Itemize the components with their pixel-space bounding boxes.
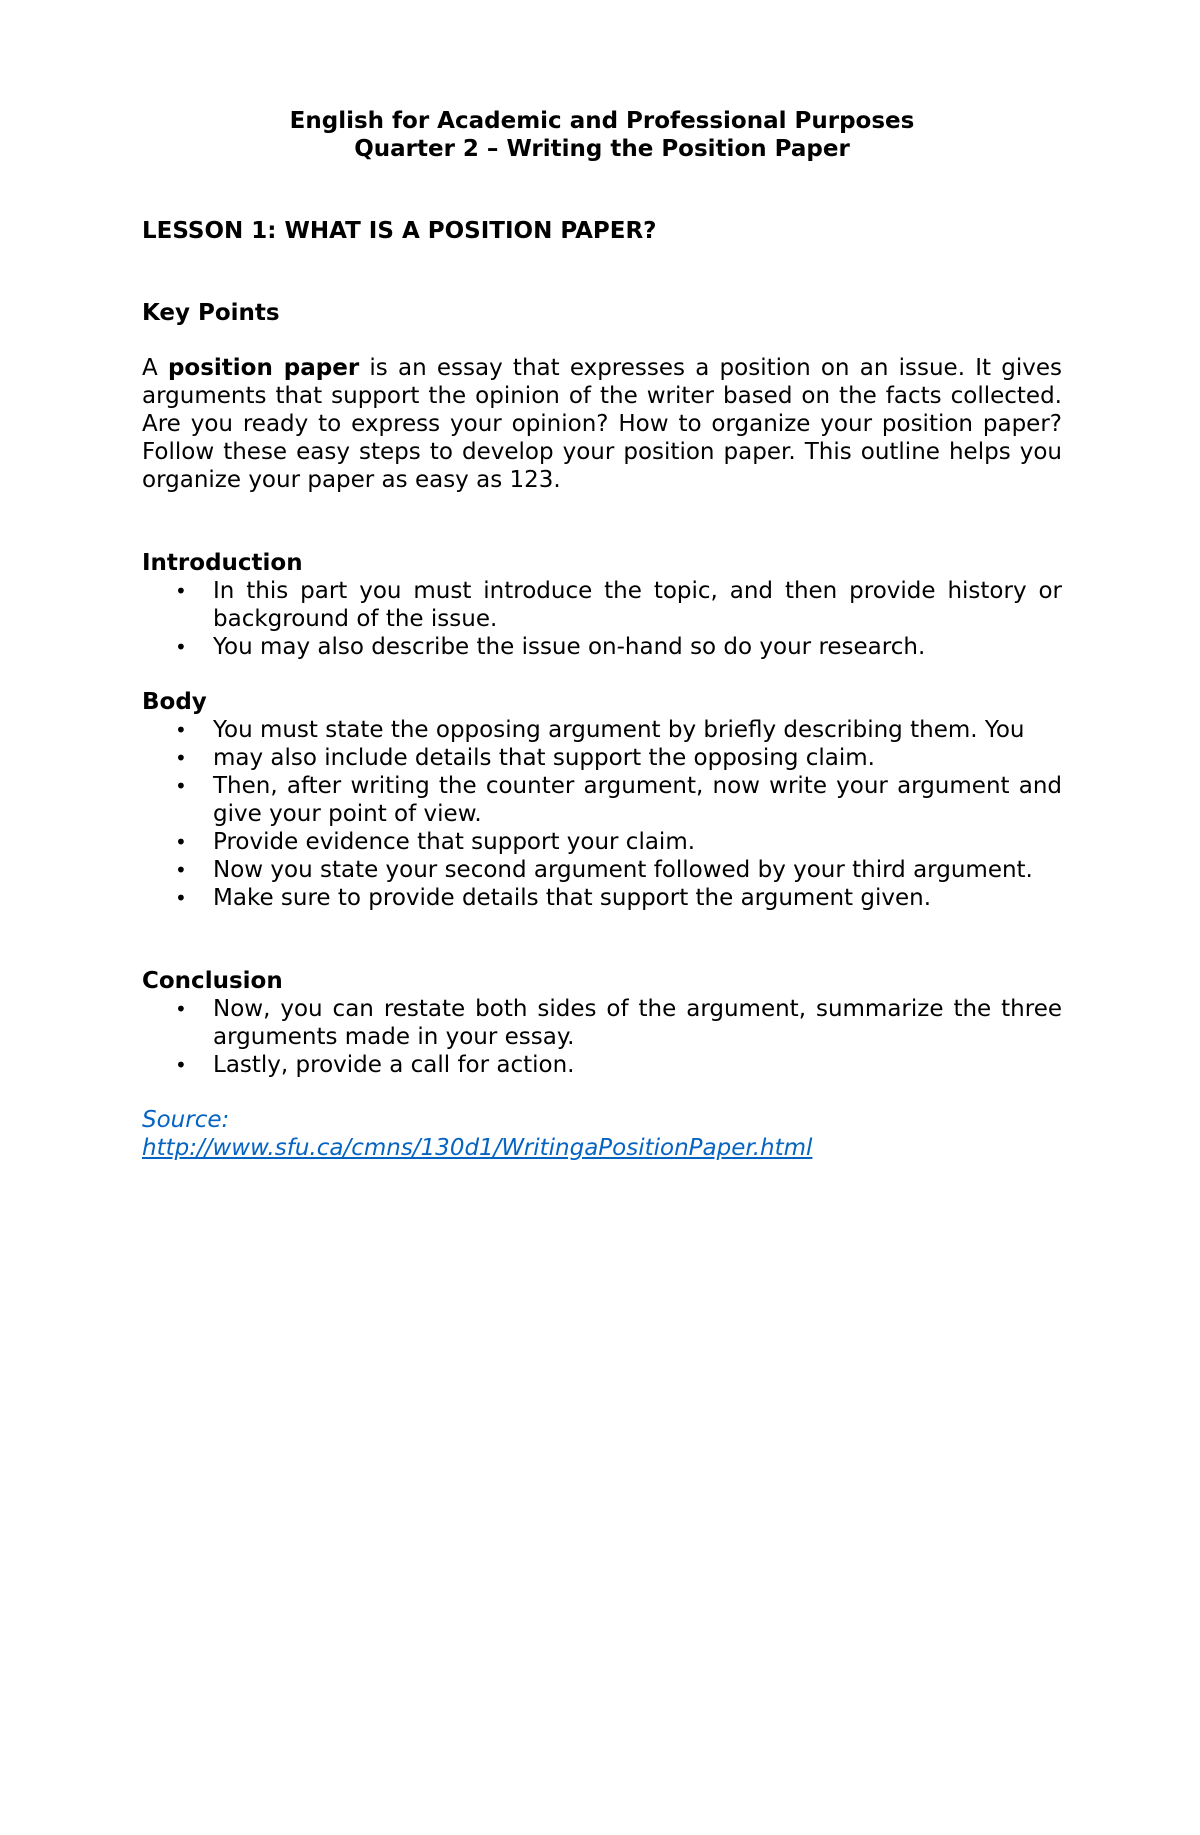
- list-item: [142, 577, 1062, 633]
- source-block: [142, 1106, 1062, 1162]
- document-header: [142, 107, 1062, 163]
- list-item: [142, 856, 1062, 884]
- conclusion-list: [142, 995, 1062, 1079]
- body-heading: Body: [142, 689, 207, 715]
- bullet-icon: •: [175, 579, 187, 603]
- list-item: [142, 744, 1062, 772]
- list-item-text: Lastly, provide a call for action.: [213, 1052, 575, 1078]
- source-link[interactable]: http://www.sfu.ca/cmns/130d1/WritingaPositionPaper.html: [142, 1135, 813, 1161]
- list-item: [142, 884, 1062, 912]
- list-item-text: Make sure to provide details that support the argument given.: [213, 885, 932, 911]
- list-item: [142, 828, 1062, 856]
- bullet-icon: •: [175, 718, 187, 742]
- lesson-title: LESSON 1: WHAT IS A POSITION PAPER?: [142, 218, 657, 244]
- introduction-list: [142, 577, 1062, 661]
- source-label: Source:: [142, 1107, 230, 1133]
- list-item-text: Provide evidence that support your claim.: [213, 829, 696, 855]
- bullet-icon: •: [175, 886, 187, 910]
- intro-paragraph: [142, 354, 1062, 494]
- bullet-icon: •: [175, 858, 187, 882]
- list-item-text: Now you state your second argument followed by your third argument.: [213, 857, 1033, 883]
- intro-prefix: A: [142, 355, 168, 381]
- body-list: [142, 716, 1062, 912]
- document-page: [142, 107, 1062, 1162]
- key-points-heading: Key Points: [142, 300, 280, 326]
- bullet-icon: •: [175, 1053, 187, 1077]
- bullet-icon: •: [175, 774, 187, 798]
- introduction-heading: Introduction: [142, 550, 303, 576]
- bullet-icon: •: [175, 746, 187, 770]
- list-item: [142, 995, 1062, 1051]
- bullet-icon: •: [175, 635, 187, 659]
- conclusion-heading: Conclusion: [142, 968, 283, 994]
- list-item: [142, 633, 1062, 661]
- list-item-text: You may also describe the issue on-hand so do your research.: [213, 634, 926, 660]
- list-item: [142, 772, 1062, 828]
- list-item-text: Then, after writing the counter argument, now write your argument and give your point of view.: [213, 773, 1062, 827]
- list-item-text: In this part you must introduce the topic, and then provide history or background of the issue.: [213, 578, 1062, 632]
- quarter-title: Quarter 2 – Writing the Position Paper: [354, 136, 850, 162]
- list-item-text: You must state the opposing argument by briefly describing them. You: [213, 717, 1025, 743]
- bullet-icon: •: [175, 830, 187, 854]
- list-item: [142, 1051, 1062, 1079]
- intro-rest: is an essay that expresses a position on an issue. It gives arguments that support the opinion of the writer based on the facts collected. Are you ready to express your opinion? How to organize your position paper? Follow these easy steps to develop your position paper. This outline helps you organize your paper as easy as 123.: [142, 355, 1062, 493]
- course-title: English for Academic and Professional Purposes: [289, 108, 915, 134]
- list-item-text: Now, you can restate both sides of the argument, summarize the three arguments made in your essay.: [213, 996, 1062, 1050]
- list-item: [142, 716, 1062, 744]
- intro-term: position paper: [167, 355, 360, 381]
- list-item-text: may also include details that support the opposing claim.: [213, 745, 875, 771]
- bullet-icon: •: [175, 997, 187, 1021]
